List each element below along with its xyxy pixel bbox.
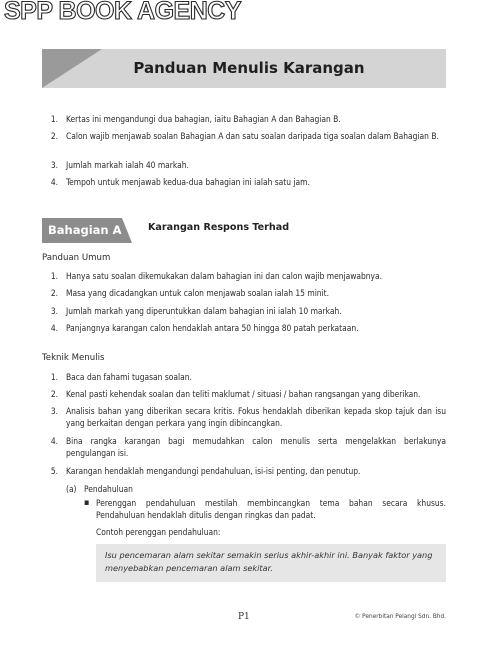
list-item xyxy=(42,114,446,126)
example-text: Isu pencemaran alam sekitar semakin serius akhir-akhir ini. Banyak faktor yang menyebabkan pencemaran alam sekitar. xyxy=(105,550,433,573)
list-number: 3. xyxy=(50,160,58,170)
list-item xyxy=(42,323,446,335)
section-badge-tip xyxy=(122,218,132,243)
list-number: 4. xyxy=(50,436,58,446)
title-banner xyxy=(42,49,446,88)
list-text: Kertas ini mengandungi dua bahagian, iaitu Bahagian A dan Bahagian B. xyxy=(66,114,341,124)
page-number: P1 xyxy=(238,612,250,622)
list-number: 1. xyxy=(50,271,58,281)
list-text: Analisis bahan yang diberikan secara kritis. Fokus hendaklah diberikan kepada skop tajuk dan isu yang berkaitan dengan perkara yang ingin dibincangkan. xyxy=(66,406,446,428)
list-number: 5. xyxy=(50,466,58,476)
list-number: 3. xyxy=(50,306,58,316)
list-text: Karangan hendaklah mengandungi pendahuluan, isi-isi penting, dan penutup. xyxy=(66,466,361,476)
list-number: 2. xyxy=(50,131,58,141)
list-number: 4. xyxy=(50,177,58,187)
list-item xyxy=(42,177,446,189)
list-item xyxy=(42,372,446,384)
subheading-panduan-umum: Panduan Umum xyxy=(42,253,111,263)
copyright: © Penerbitan Pelangi Sdn. Bhd. xyxy=(354,614,446,620)
example-box xyxy=(96,544,446,582)
sub-item xyxy=(66,484,446,496)
list-text: Jumlah markah ialah 40 markah. xyxy=(66,160,189,170)
watermark: SPP BOOK AGENCY xyxy=(4,0,241,25)
subheading-teknik-menulis: Teknik Menulis xyxy=(42,353,105,363)
list-number: 1. xyxy=(50,372,58,382)
list-number: 3. xyxy=(50,406,58,416)
list-text: Masa yang dicadangkan untuk calon menjawab soalan ialah 15 minit. xyxy=(66,288,330,298)
bullet-text: Perenggan pendahuluan mestilah membincangkan tema bahan secara khusus. Pendahuluan hendaklah ditulis dengan ringkas dan padat. xyxy=(96,498,446,520)
list-item xyxy=(42,406,446,430)
list-item xyxy=(42,160,446,172)
bullet-icon: ▪ xyxy=(84,498,90,508)
list-text: Baca dan fahami tugasan soalan. xyxy=(66,372,192,382)
section-badge xyxy=(42,218,132,243)
section-badge-label: Bahagian A xyxy=(48,223,122,237)
section-title: Karangan Respons Terhad xyxy=(148,222,290,233)
list-number: 2. xyxy=(50,389,58,399)
bullet-item xyxy=(84,498,446,522)
list-text: Kenal pasti kehendak soalan dan teliti maklumat / situasi / bahan rangsangan yang diberikan. xyxy=(66,389,421,399)
list-item xyxy=(42,436,446,460)
list-text: Calon wajib menjawab soalan Bahagian A dan satu soalan daripada tiga soalan dalam Bahagian B. xyxy=(66,131,439,141)
list-text: Panjangnya karangan calon hendaklah antara 50 hingga 80 patah perkataan. xyxy=(66,323,359,333)
list-item xyxy=(42,306,446,318)
list-item xyxy=(42,288,446,300)
list-text: Tempoh untuk menjawab kedua-dua bahagian ini ialah satu jam. xyxy=(66,177,310,187)
sub-item-title: Pendahuluan xyxy=(84,484,133,494)
list-number: 2. xyxy=(50,288,58,298)
list-item xyxy=(42,466,446,478)
list-number: 4. xyxy=(50,323,58,333)
list-item xyxy=(42,271,446,283)
sub-item-label: (a) xyxy=(66,484,77,494)
list-number: 1. xyxy=(50,114,58,124)
example-label: Contoh perenggan pendahuluan: xyxy=(96,527,221,537)
list-text: Bina rangka karangan bagi memudahkan calon menulis serta mengelakkan berlakunya pengulangan isi. xyxy=(66,436,446,458)
list-item xyxy=(42,389,446,401)
list-item xyxy=(42,131,446,155)
list-text: Hanya satu soalan dikemukakan dalam bahagian ini dan calon wajib menjawabnya. xyxy=(66,271,383,281)
list-text: Jumlah markah yang diperuntukkan dalam bahagian ini ialah 10 markah. xyxy=(66,306,342,316)
page-title: Panduan Menulis Karangan xyxy=(133,59,365,77)
